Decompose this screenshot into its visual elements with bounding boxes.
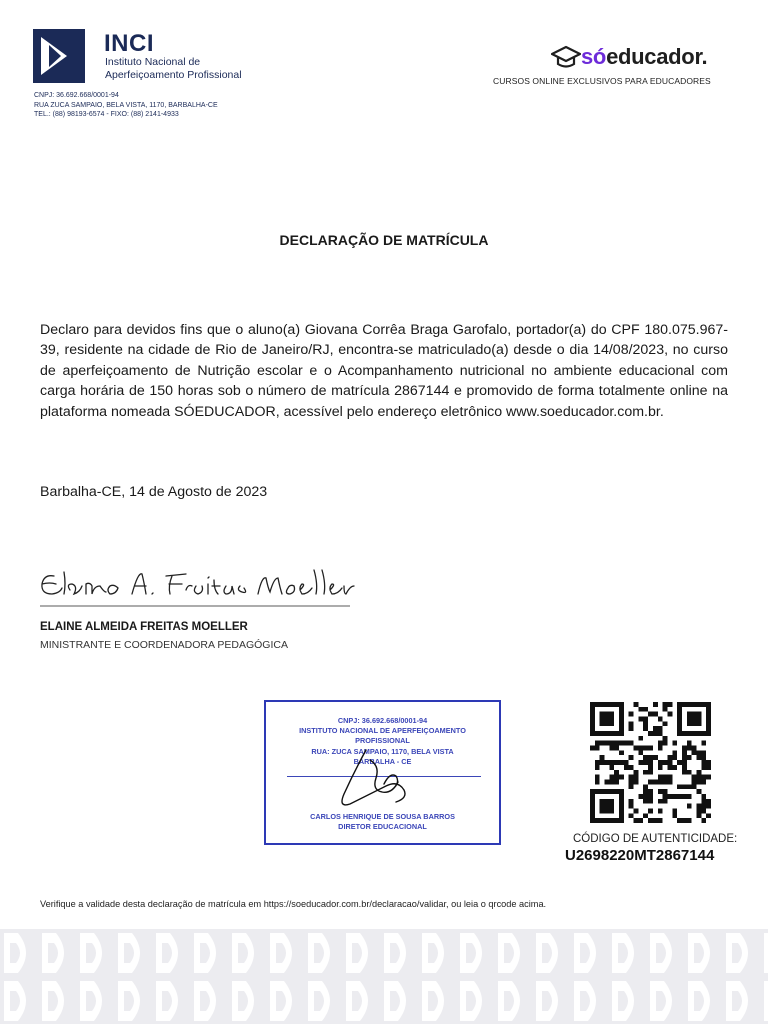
verification-note: Verifique a validade desta declaração de matrícula em https://soeducador.com.br/declaracao/validar, ou leia o qrcode acima.: [40, 899, 547, 909]
stamp-institute: INSTITUTO NACIONAL DE APERFEIÇOAMENTO: [299, 726, 466, 735]
inci-name: INCI: [104, 30, 154, 57]
handwritten-signature: [36, 562, 356, 612]
stamp-signer-role: DIRETOR EDUCACIONAL: [338, 822, 427, 831]
stamp-signer: CARLOS HENRIQUE DE SOUSA BARROS: [310, 812, 455, 821]
stamp-institute-cont: PROFISSIONAL: [355, 736, 410, 745]
signatory-name: ELAINE ALMEIDA FREITAS MOELLER: [40, 621, 248, 633]
authenticity-code: U2698220MT2867144: [565, 847, 715, 864]
inci-address-block: [34, 91, 218, 120]
stamp-handwritten-signature: [326, 742, 436, 818]
qr-code-icon: [587, 702, 714, 823]
soeducador-logo: [551, 44, 707, 70]
stamp-city: BARBALHA - CE: [353, 757, 412, 766]
document-title: DECLARAÇÃO DE MATRÍCULA: [279, 232, 489, 248]
inci-full-name-line1: Instituto Nacional de: [105, 56, 201, 68]
graduation-cap-icon: [551, 44, 581, 70]
soeducador-wordmark: [581, 44, 707, 70]
stamp-cnpj: CNPJ: 36.692.668/0001-94: [337, 716, 428, 725]
stamp-address: RUA: ZUCA SAMPAIO, 1170, BELA VISTA: [311, 747, 454, 756]
soeducador-wordmark-suffix: educador.: [606, 44, 708, 69]
institution-stamp: [264, 700, 501, 845]
inci-cnpj: CNPJ: 36.692.668/0001-94: [34, 92, 119, 99]
soeducador-tagline: CURSOS ONLINE EXCLUSIVOS PARA EDUCADORES: [493, 76, 711, 86]
inci-address: RUA ZUCA SAMPAIO, BELA VISTA, 1170, BARBALHA-CE: [34, 101, 218, 109]
place-date: Barbalha-CE, 14 de Agosto de 2023: [40, 484, 268, 500]
soeducador-wordmark-prefix: só: [581, 44, 607, 69]
declaration-body: Declaro para devidos fins que o aluno(a) Giovana Corrêa Braga Garofalo, portador(a) do CPF 180.075.967-39, residente na cidade de Rio de Janeiro/RJ, encontra-se matriculado(a) desde o dia 14/08/2023, no curso de aperfeiçoamento de Nutrição escolar e o Acompanhamento nutricional no ambiente educacional com carga horária de 150 horas sob o número de matrícula 2867144 e promovido de forma totalmente online na plataforma nomeada SÓEDUCADOR, acessível pelo endereço eletrônico www.soeducador.com.br.: [40, 322, 728, 420]
authenticity-label: CÓDIGO DE AUTENTICIDADE:: [573, 833, 738, 845]
inci-full-name-line2: Aperfeiçoamento Profissional: [105, 69, 242, 81]
signatory-role: MINISTRANTE E COORDENADORA PEDAGÓGICA: [40, 639, 288, 651]
inci-logo-icon: [33, 29, 85, 83]
inci-phone: TEL.: (88) 98193-6574 - FIXO: (88) 2141-4933: [34, 111, 179, 118]
decorative-pattern: [0, 929, 768, 1024]
